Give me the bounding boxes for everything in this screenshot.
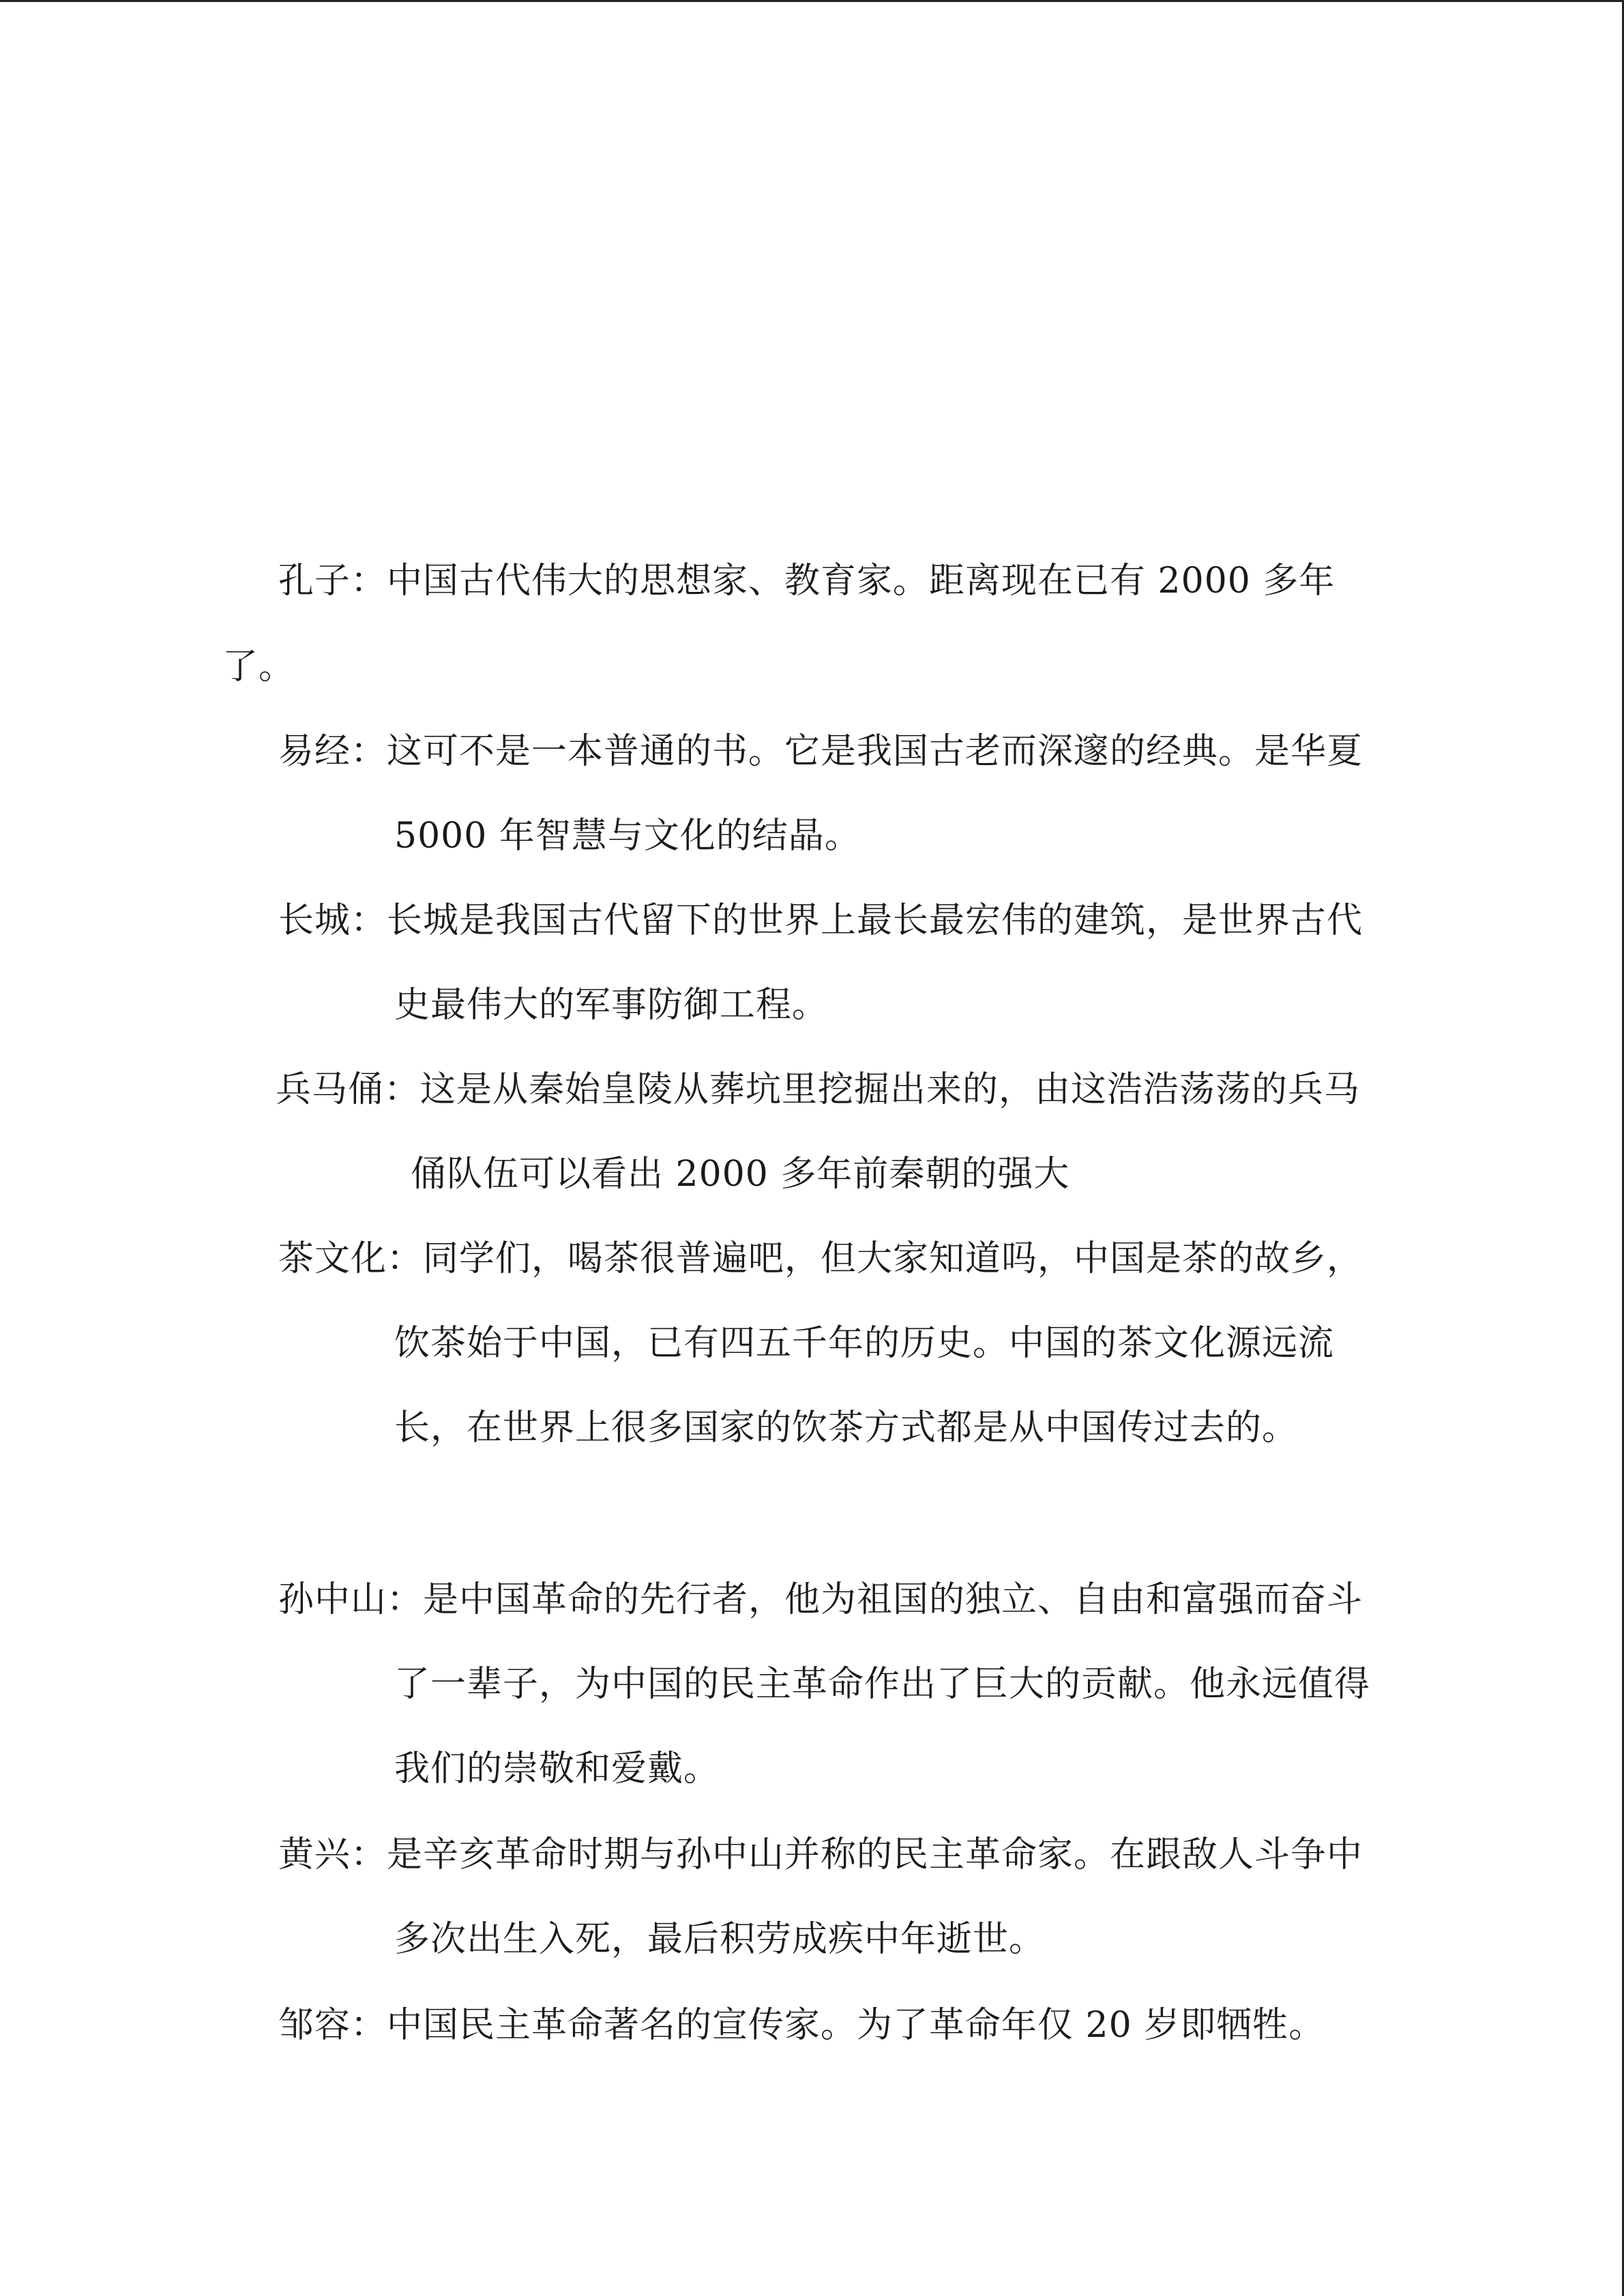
entry-huangxing-line-2: 多次出生入死，最后积劳成疾中年逝世。 — [394, 1919, 1046, 1960]
entry-text: 中国古代伟大的思想家、教育家。距离现在已有 2000 多年 — [387, 561, 1335, 601]
entry-term: 邹容： — [278, 2005, 387, 2046]
entry-bingmayong-line-2: 俑队伍可以看出 2000 多年前秦朝的强大 — [411, 1154, 1070, 1195]
entry-term: 黄兴： — [278, 1834, 387, 1875]
entry-text: 中国民主革命著名的宣传家。为了革命年仅 20 岁即牺牲。 — [387, 2005, 1325, 2046]
entry-term: 易经： — [278, 731, 387, 772]
entry-huangxing-line-1 — [278, 1834, 1363, 1875]
entry-yijing-line-1 — [278, 731, 1363, 772]
entry-chawenhua-line-1 — [278, 1238, 1363, 1279]
entry-text: 这可不是一本普通的书。它是我国古老而深邃的经典。是华夏 — [387, 731, 1363, 772]
entry-text: 是中国革命的先行者，他为祖国的独立、自由和富强而奋斗 — [423, 1579, 1363, 1620]
entry-text: 是辛亥革命时期与孙中山并称的民主革命家。在跟敌人斗争中 — [387, 1834, 1363, 1875]
entry-sunzhongshan-line-3: 我们的崇敬和爱戴。 — [394, 1748, 720, 1789]
entry-changcheng-line-1 — [278, 900, 1363, 941]
entry-yijing-line-2: 5000 年智慧与文化的结晶。 — [394, 816, 861, 856]
entry-kongzi-line-1 — [278, 561, 1335, 601]
entry-kongzi-line-2: 了。 — [222, 646, 295, 687]
entry-chawenhua-line-3: 长，在世界上很多国家的饮茶方式都是从中国传过去的。 — [394, 1407, 1299, 1448]
entry-text: 这是从秦始皇陵从葬坑里挖掘出来的，由这浩浩荡荡的兵马 — [420, 1069, 1361, 1110]
entry-term: 孙中山： — [278, 1579, 424, 1620]
page-top-border — [0, 0, 1624, 2]
entry-term: 茶文化： — [278, 1238, 424, 1279]
entry-chawenhua-line-2: 饮茶始于中国，已有四五千年的历史。中国的茶文化源远流 — [394, 1323, 1335, 1364]
entry-changcheng-line-2: 史最伟大的军事防御工程。 — [394, 985, 829, 1026]
entry-bingmayong-line-1 — [276, 1069, 1360, 1110]
entry-zourong-line-1 — [278, 2005, 1325, 2046]
entry-text: 同学们，喝茶很普遍吧，但大家知道吗，中国是茶的故乡， — [423, 1238, 1363, 1279]
entry-term: 兵马俑： — [276, 1069, 421, 1110]
entry-term: 孔子： — [278, 561, 387, 601]
entry-sunzhongshan-line-2: 了一辈子，为中国的民主革命作出了巨大的贡献。他永远值得 — [394, 1664, 1371, 1705]
entry-text: 长城是我国古代留下的世界上最长最宏伟的建筑，是世界古代 — [387, 900, 1363, 941]
entry-term: 长城： — [278, 900, 387, 941]
entry-sunzhongshan-line-1 — [278, 1579, 1363, 1620]
